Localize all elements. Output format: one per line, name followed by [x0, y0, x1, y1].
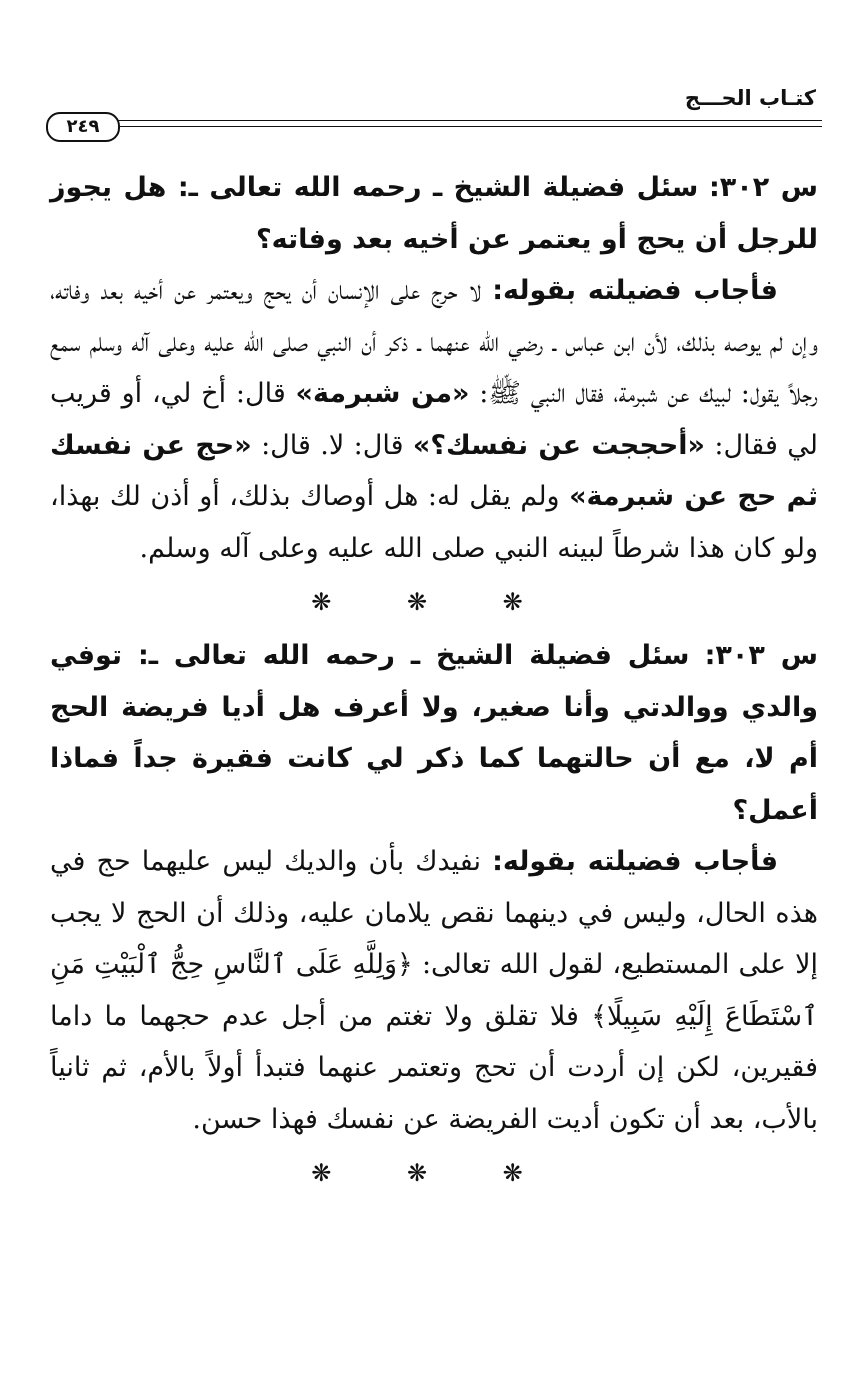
question-302-text: سئل فضيلة الشيخ ـ رحمه الله تعالى ـ: هل يجوز للرجل أن يحج أو يعتمر عن أخيه بعد وفاته؟	[50, 172, 818, 255]
hadith-quote-3: «حج عن نفسك ثم حج عن شبرمة»	[50, 429, 818, 512]
answer-302-lead: فأجاب فضيلته بقوله:	[492, 275, 778, 306]
page-number: ٢٤٩	[46, 112, 120, 142]
answer-303-lead: فأجاب فضيلته بقوله:	[492, 846, 778, 877]
answer-302-part3: قال: لا. قال:	[251, 429, 413, 461]
page-header	[40, 80, 822, 150]
answer-302-part4: ولم يقل له: هل أوصاك بذلك، أو أذن لك بهذا، ولو كان هذا شرطاً لبينه النبي صلى الله عليه وعلى آله وسلم.	[50, 481, 818, 564]
answer-302-part2: قال: أخ لي، أو قريب لي فقال:	[50, 378, 818, 461]
hadith-quote-2: «أحججت عن نفسك؟»	[412, 429, 705, 461]
answer-302	[50, 265, 818, 574]
header-rule	[110, 120, 822, 127]
question-303-label: س ٣٠٣:	[704, 640, 818, 671]
answer-303-part1: نفيدك بأن والديك ليس عليهما حج في هذه الحال، وليس في دينهما نقص يلامان عليه، وذلك أن الحج لا يجب إلا على المستطيع، لقول الله تعالى:	[50, 846, 818, 980]
answer-303-part2: فلا تقلق ولا تغتم من أجل عدم حجهما ما داما فقيرين، لكن إن أردت أن تحج وتعتمر عنهما فتبدأ أولاً بالأم، ثم ثانياً بالأب، بعد أن تكون أديت الفريضة عن نفسك فهذا حسن.	[50, 1000, 818, 1135]
question-302-label: س ٣٠٢:	[708, 172, 818, 203]
section-separator-1: ❋ ❋ ❋	[311, 588, 557, 616]
hadith-quote-1: «من شبرمة»	[295, 378, 470, 409]
question-302	[50, 162, 818, 265]
section-separator-2: ❋ ❋ ❋	[311, 1159, 557, 1187]
answer-303	[50, 836, 818, 1145]
page-body	[50, 162, 818, 1201]
answer-302-part1: لا حرج على الإنسان أن يحج ويعتمر عن أخيه بعد وفاته، وإن لم يوصه بذلك، لأن ابن عباس ـ رضي الله عنهما ـ ذكر أن النبي صلى الله عليه وعلى آله وسلم سمع رجلاً يقول: لبيك عن شبرمة، فقال النبي ﷺ:	[50, 275, 818, 409]
question-303	[50, 630, 818, 836]
question-303-text: سئل فضيلة الشيخ ـ رحمه الله تعالى ـ: توفي والدي ووالدتي وأنا صغير، ولا أعرف هل أديا فريضة الحج أم لا، مع أن حالتهما كما ذكر لي كانت فقيرة جداً فماذا أعمل؟	[50, 640, 818, 826]
quran-verse: ﴿وَلِلَّهِ عَلَى ٱلنَّاسِ حِجُّ ٱلْبَيْتِ مَنِ ٱسْتَطَاعَ إِلَيْهِ سَبِيلًا﴾	[50, 949, 818, 1032]
book-title: كتـاب الحـــج	[684, 86, 816, 110]
